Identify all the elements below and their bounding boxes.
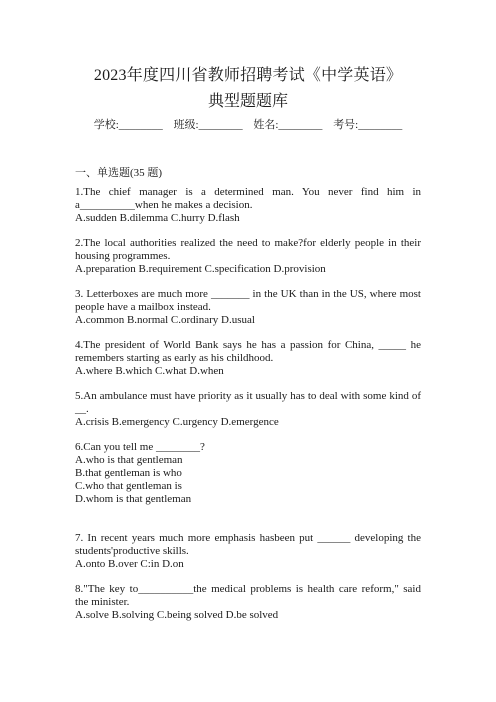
question-stem: 3. Letterboxes are much more _______ in the UK than in the US, where most people have a mailbox instead. [75, 288, 421, 313]
question-stem: 4.The president of World Bank says he has a passion for China, _____ he remembers starting as early as his childhood. [75, 339, 421, 364]
student-info-line [0, 118, 496, 132]
question-2 [75, 237, 421, 276]
question-3 [75, 288, 421, 327]
question-options: A.sudden B.dilemma C.hurry D.flash [75, 212, 240, 224]
question-options: A.solve B.solving C.being solved D.be solved [75, 609, 279, 621]
question-stem: 1.The chief manager is a determined man. You never find him in a__________when he makes a decision. [75, 186, 421, 211]
document-subtitle: 典型题题库 [207, 93, 288, 110]
question-option-d: D.whom is that gentleman [75, 493, 192, 505]
class-field: 班级:________ [173, 119, 243, 131]
question-option-b: B.that gentleman is who [75, 467, 182, 479]
question-options: A.preparation B.requirement C.specification D.provision [75, 263, 326, 275]
question-7 [75, 532, 421, 571]
document-title: 2023年度四川省教师招聘考试《中学英语》 [93, 67, 403, 84]
question-list [75, 167, 421, 634]
question-stem: 6.Can you tell me ________? [75, 441, 205, 453]
question-options: A.crisis B.emergency C.urgency D.emergence [75, 416, 279, 428]
question-stem: 5.An ambulance must have priority as it usually has to deal with some kind of __. [75, 390, 421, 415]
question-6 [75, 441, 421, 506]
school-field: 学校:________ [93, 119, 163, 131]
question-8 [75, 583, 421, 622]
question-stem: 2.The local authorities realized the need to make?for elderly people in their housing programmes. [75, 237, 421, 262]
question-5 [75, 390, 421, 429]
question-option-a: A.who is that gentleman [75, 454, 183, 466]
question-4 [75, 339, 421, 378]
question-stem: 7. In recent years much more emphasis hasbeen put ______ developing the students'productive skills. [75, 532, 421, 557]
question-1 [75, 186, 421, 225]
question-options: A.onto B.over C:in D.on [75, 558, 184, 570]
question-option-c: C.who that gentleman is [75, 480, 182, 492]
question-stem: 8."The key to__________the medical problems is health care reform," said the minister. [75, 583, 421, 608]
section-heading: 一、单选题(35 题) [75, 167, 163, 179]
name-field: 姓名:________ [253, 119, 323, 131]
question-options: A.where B.which C.what D.when [75, 365, 224, 377]
question-options: A.common B.normal C.ordinary D.usual [75, 314, 255, 326]
exam-number-field: 考号:________ [333, 119, 403, 131]
